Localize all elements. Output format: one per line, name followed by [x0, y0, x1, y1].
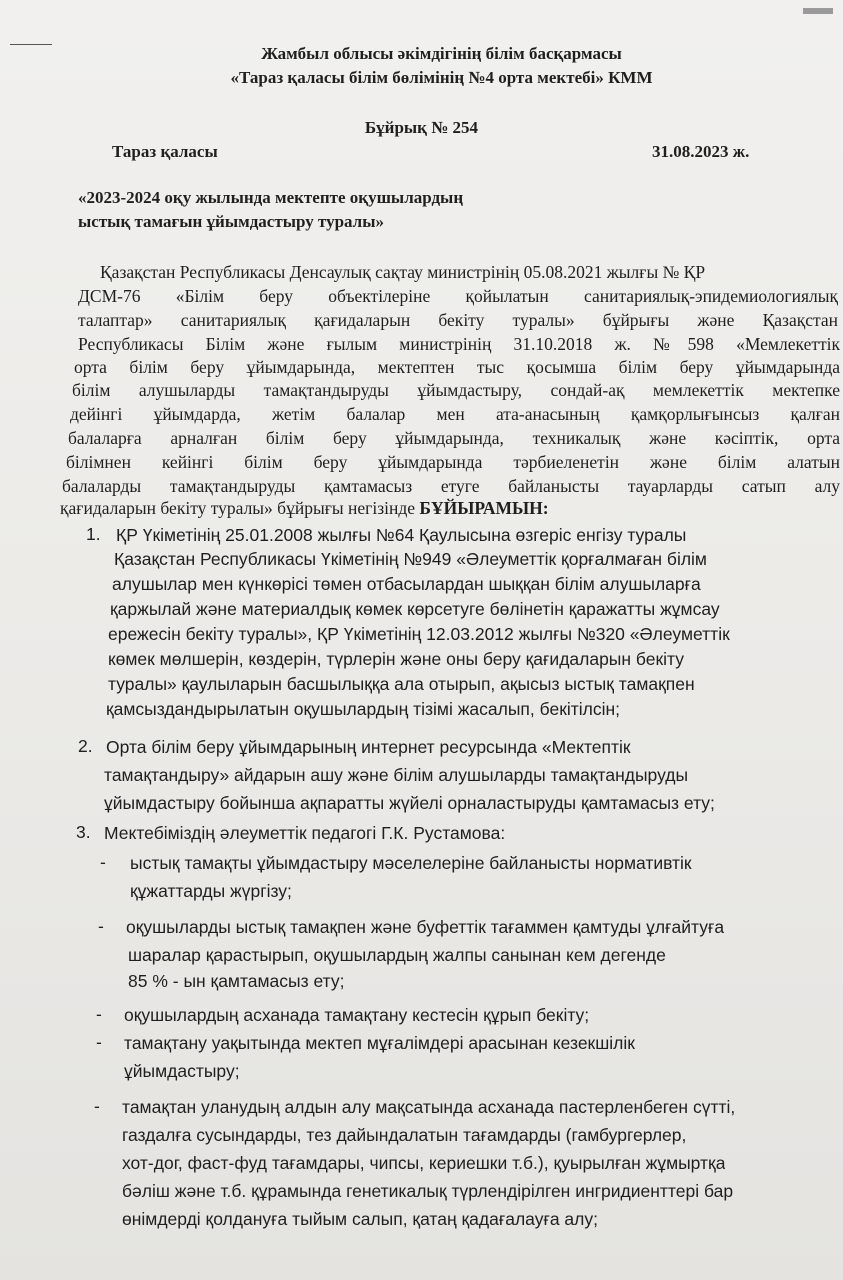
item-line: ҚР Үкіметінің 25.01.2008 жылғы №64 Қаулысына өзгеріс енгізу туралы — [116, 525, 687, 545]
item-line: алушылар мен күнкөрісі төмен отбасылардан шыққан білім алушыларға — [112, 574, 701, 594]
subitem-line: оқушылардың асханада тамақтану кестесін құрып бекіту; — [124, 1005, 590, 1025]
preamble-line: дейінгі ұйымдарда, жетім балалар мен ата-анасының қамқорлығынсыз қалған — [70, 404, 840, 424]
item-line: көмек мөлшерін, көздерін, түрлерін және оны беру қағидаларын бекіту — [108, 649, 684, 669]
subitem-line: шаралар қарастырып, оқушылардың жалпы санынан кем дегенде — [128, 945, 666, 965]
preamble-line: талаптар» санитариялық қағидаларын бекіту туралы» бұйрығы және Қазақстан — [78, 310, 838, 330]
item-number: 1. — [86, 524, 101, 544]
subitem-line: ыстық тамақты ұйымдастыру мәселелеріне байланысты нормативтік — [130, 853, 692, 873]
org-header-line1: Жамбыл облысы әкімдігінің білім басқармасы — [261, 44, 622, 63]
subitem-line: ұйымдастыру; — [124, 1061, 240, 1081]
subject-line: «2023-2024 оқу жылында мектепте оқушылардың — [78, 188, 464, 207]
subitem-line: хот-дог, фаст-фуд тағамдары, чипсы, кериешки т.б.), қуырылған жұмыртқа — [122, 1153, 726, 1173]
preamble-line: орта білім беру ұйымдарында, мектептен тыс қосымша білім беру ұйымдарында — [74, 357, 840, 377]
subitem-dash: - — [96, 1004, 102, 1024]
item-line: тамақтандыру» айдарын ашу және білім алушыларды тамақтандыруды — [104, 765, 689, 785]
order-date: 31.08.2023 ж. — [652, 142, 750, 161]
item-number: 2. — [78, 736, 93, 756]
subitem-dash: - — [98, 916, 104, 936]
item-line: туралы» қаулыларын басшылыққа ала отырып, ақысыз ыстық тамақпен — [108, 674, 695, 694]
preamble-tail: қағидаларын бекіту туралы» бұйрығы негізінде — [60, 498, 416, 518]
item-number: 3. — [76, 822, 91, 842]
subitem-line: тамақтан уланудың алдын алу мақсатында асханада пастерленбеген сүтті, — [122, 1097, 736, 1117]
item-line: қамсыздандырылатын оқушылардың тізімі жасалып, бекітілсін; — [106, 699, 621, 719]
subitem-dash: - — [96, 1032, 102, 1052]
item-line: ережесін бекіту туралы», ҚР Үкіметінің 12.03.2012 жылғы №320 «Әлеуметтік — [108, 624, 730, 644]
subitem-line: бәліш және т.б. құрамында генетикалық түрлендірілген ингридиенттері бар — [122, 1181, 734, 1201]
subject-line: ыстық тамағын ұйымдастыру туралы» — [78, 212, 384, 231]
subitem-line: құжаттарды жүргізу; — [130, 881, 292, 901]
item-line: Орта білім беру ұйымдарының интернет ресурсында «Мектептік — [106, 737, 631, 757]
order-number: Бұйрық № 254 — [364, 118, 479, 137]
subitem-dash: - — [94, 1096, 100, 1116]
preamble-line: білім алушыларды тамақтандыруды ұйымдастыру, сондай-ақ мемлекеттік мектепке — [72, 380, 840, 400]
preamble-line: білімнен кейінгі білім беру ұйымдарында тәрбиеленетін және білім алатын — [66, 452, 840, 472]
preamble-line: Қазақстан Республикасы Денсаулық сақтау министрінің 05.08.2021 жылғы № ҚР — [100, 262, 706, 282]
item-line: қаржылай және материалдық көмек көрсетуге бөлінетін қаражатты жұмсау — [110, 599, 720, 619]
item-line: Мектебіміздің әлеуметтік педагогі Г.К. Рустамова: — [104, 823, 506, 843]
item-line: Қазақстан Республикасы Үкіметінің №949 «Әлеуметтік қорғалмаған білім — [114, 549, 707, 569]
order-subject — [78, 186, 463, 234]
command-word: БҰЙЫРАМЫН: — [419, 498, 549, 518]
subitem-line: оқушыларды ыстық тамақпен және буфеттік тағаммен қамтуды ұлғайтуға — [126, 917, 725, 937]
preamble-line: Республикасы Білім және ғылым министрінің 31.10.2018 ж. №598 «Мемлекеттік — [78, 334, 840, 354]
preamble-line: балаларға арналған білім беру ұйымдарында, техникалық және кәсіптік, орта — [68, 428, 840, 448]
preamble-line: балаларды тамақтандыруды қамтамасыз етуге байланысты тауарларды сатып алу — [62, 476, 840, 496]
preamble-line-last — [60, 498, 549, 518]
preamble-line: ДСМ-76 «Білім беру объектілеріне қойылатын санитариялық-эпидемиологиялық — [78, 286, 838, 306]
order-place: Тараз қаласы — [112, 142, 218, 161]
subitem-dash: - — [100, 852, 106, 872]
item-line: ұйымдастыру бойынша ақпаратты жүйелі орналастыруды қамтамасыз ету; — [104, 793, 715, 813]
corner-mark — [803, 8, 833, 14]
subitem-line: газдалға сусындарды, тез дайындалатын тағамдарды (гамбургерлер, — [122, 1125, 687, 1145]
subitem-line: тамақтану уақытында мектеп мұғалімдері арасынан кезекшілік — [124, 1033, 635, 1053]
subitem-line: 85 % - ын қамтамасыз ету; — [128, 971, 345, 991]
org-header-line2: «Тараз қаласы білім бөлімінің №4 орта мектебі» КММ — [230, 68, 653, 87]
subitem-line: өнімдерді қолдануға тыйым салып, қатаң қадағалауға алу; — [122, 1209, 598, 1229]
